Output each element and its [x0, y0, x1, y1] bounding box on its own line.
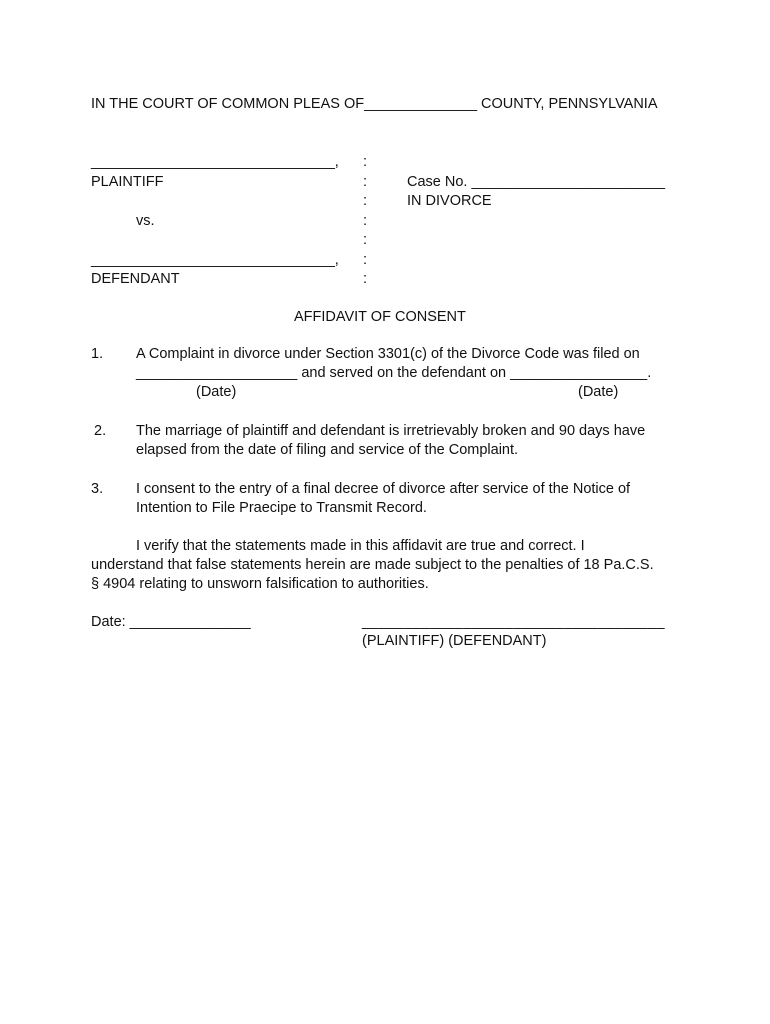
- defendant-label: DEFENDANT: [91, 271, 180, 287]
- date-label: (Date): [196, 384, 237, 400]
- action-type: IN DIVORCE: [407, 193, 492, 209]
- item-text-line[interactable]: ____________________ and served on the defendant on _________________.: [136, 365, 652, 381]
- caption-colon: :: [363, 213, 368, 229]
- document-title: AFFIDAVIT OF CONSENT: [294, 309, 466, 325]
- verification-line: understand that false statements herein are made subject to the penalties of 18 Pa.C.S.: [91, 557, 654, 573]
- caption-colon: :: [363, 174, 368, 190]
- caption-colon: :: [363, 252, 368, 268]
- item-text-line: Intention to File Praecipe to Transmit Record.: [136, 500, 427, 516]
- signer-label: (PLAINTIFF) (DEFENDANT): [362, 633, 547, 649]
- plaintiff-name-blank[interactable]: _______________________________,: [91, 154, 339, 170]
- versus-label: vs.: [136, 213, 155, 229]
- court-header: IN THE COURT OF COMMON PLEAS OF______________ COUNTY, PENNSYLVANIA: [91, 96, 658, 112]
- case-number-field[interactable]: Case No. ________________________: [407, 174, 666, 190]
- plaintiff-label: PLAINTIFF: [91, 174, 164, 190]
- item-text-line: I consent to the entry of a final decree of divorce after service of the Notice of: [136, 481, 631, 497]
- signature-line[interactable]: ____________________________________: [362, 614, 665, 630]
- verification-line: I verify that the statements made in this affidavit are true and correct. I: [136, 538, 585, 554]
- item-text-line: The marriage of plaintiff and defendant is irretrievably broken and 90 days have: [136, 423, 646, 439]
- caption-colon: :: [363, 154, 368, 170]
- verification-line: § 4904 relating to unsworn falsification to authorities.: [91, 576, 429, 592]
- date-field[interactable]: Date: _______________: [91, 614, 251, 630]
- item-number: 1.: [91, 346, 104, 362]
- caption-colon: :: [363, 232, 368, 248]
- item-number: 3.: [91, 481, 104, 497]
- item-number: 2.: [94, 423, 107, 439]
- caption-colon: :: [363, 193, 368, 209]
- date-label: (Date): [578, 384, 619, 400]
- item-text-line: elapsed from the date of filing and service of the Complaint.: [136, 442, 519, 458]
- item-text-line: A Complaint in divorce under Section 3301(c) of the Divorce Code was filed on: [136, 346, 640, 362]
- defendant-name-blank[interactable]: _______________________________,: [91, 252, 339, 268]
- caption-colon: :: [363, 271, 368, 287]
